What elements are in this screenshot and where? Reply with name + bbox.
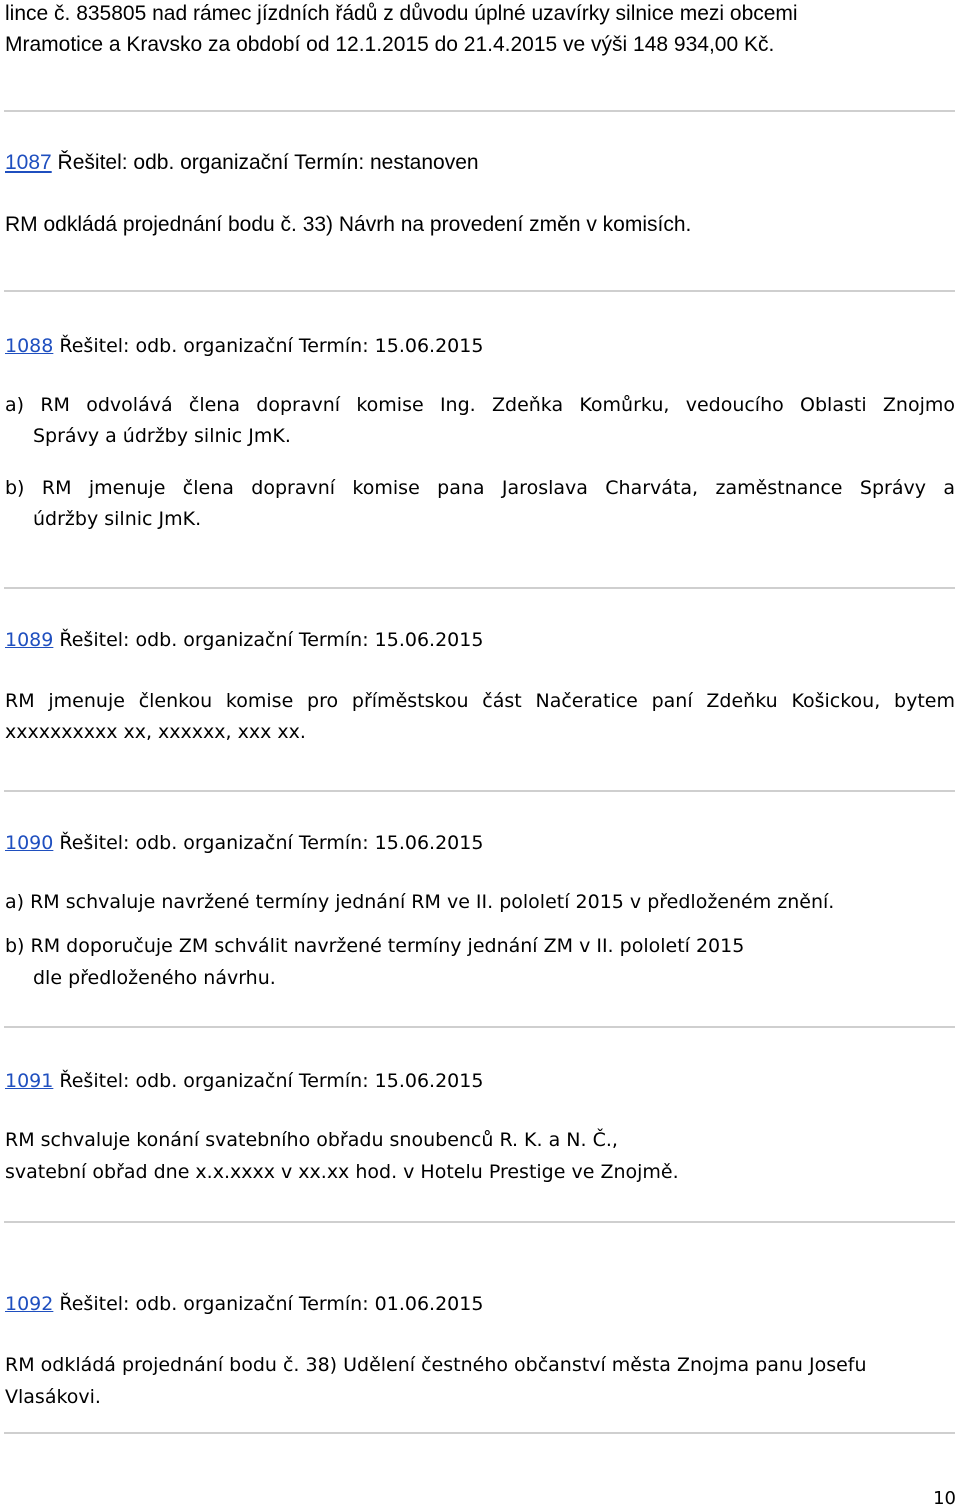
resolution-header-1087 [5,151,479,175]
separator [4,1221,955,1223]
resolution-header-text: Řešitel: odb. organizační Termín: 15.06.2015 [53,335,484,357]
resolution-text: Správy a údržby silnic JmK. [33,425,291,447]
resolution-link-1090[interactable]: 1090 [5,832,54,854]
resolution-link-1087[interactable]: 1087 [5,151,52,174]
separator [4,790,955,792]
intro-line-1: lince č. 835805 nad rámec jízdních řádů z důvodu úplné uzavírky silnice mezi obcemi [5,2,798,25]
intro-line-2: Mramotice a Kravsko za období od 12.1.2015 do 21.4.2015 ve výši 148 934,00 Kč. [5,33,775,56]
resolution-link-1089[interactable]: 1089 [5,629,54,651]
separator [4,1432,955,1434]
resolution-text: svatební obřad dne x.x.xxxx v xx.xx hod. v Hotelu Prestige ve Znojmě. [5,1161,679,1183]
resolution-text: údržby silnic JmK. [33,508,202,530]
resolution-link-1088[interactable]: 1088 [5,335,54,357]
separator [4,587,955,589]
resolution-text: b) RM jmenuje člena dopravní komise pana Jaroslava Charváta, zaměstnance Správy a [5,477,955,499]
resolution-header-text: Řešitel: odb. organizační Termín: 15.06.2015 [53,1070,484,1092]
resolution-text: RM schvaluje konání svatebního obřadu snoubenců R. K. a N. Č., [5,1129,618,1151]
resolution-text: RM odkládá projednání bodu č. 38) Udělení čestného občanství města Znojma panu Josefu [5,1354,867,1376]
resolution-header-1090 [5,831,483,855]
resolution-header-1091 [5,1069,483,1093]
resolution-link-1091[interactable]: 1091 [5,1070,54,1092]
resolution-text: b) RM doporučuje ZM schválit navržené termíny jednání ZM v II. pololetí 2015 [5,935,745,957]
resolution-header-1092 [5,1292,483,1316]
separator [4,1026,955,1028]
resolution-header-1088 [5,334,483,358]
resolution-text: RM odkládá projednání bodu č. 33) Návrh na provedení změn v komisích. [5,213,692,236]
resolution-header-1089 [5,628,483,652]
resolution-text: xxxxxxxxxx xx, xxxxxx, xxx xx. [5,721,306,743]
separator [4,290,955,292]
resolution-header-text: Řešitel: odb. organizační Termín: 15.06.2015 [53,629,484,651]
resolution-header-text: Řešitel: odb. organizační Termín: nestanoven [51,151,479,174]
resolution-text: dle předloženého návrhu. [33,967,276,989]
separator [4,110,955,112]
resolution-text: a) RM odvolává člena dopravní komise Ing. Zdeňka Komůrku, vedoucího Oblasti Znojmo [5,394,955,416]
page-number: 10 [933,1488,956,1509]
resolution-header-text: Řešitel: odb. organizační Termín: 01.06.2015 [53,1293,484,1315]
resolution-text: a) RM schvaluje navržené termíny jednání RM ve II. pololetí 2015 v předloženém znění. [5,891,835,913]
resolution-link-1092[interactable]: 1092 [5,1293,54,1315]
resolution-header-text: Řešitel: odb. organizační Termín: 15.06.2015 [53,832,484,854]
resolution-text: RM jmenuje členkou komise pro příměstskou část Načeratice paní Zdeňku Košickou, bytem [5,690,955,712]
resolution-text: Vlasákovi. [5,1386,101,1408]
